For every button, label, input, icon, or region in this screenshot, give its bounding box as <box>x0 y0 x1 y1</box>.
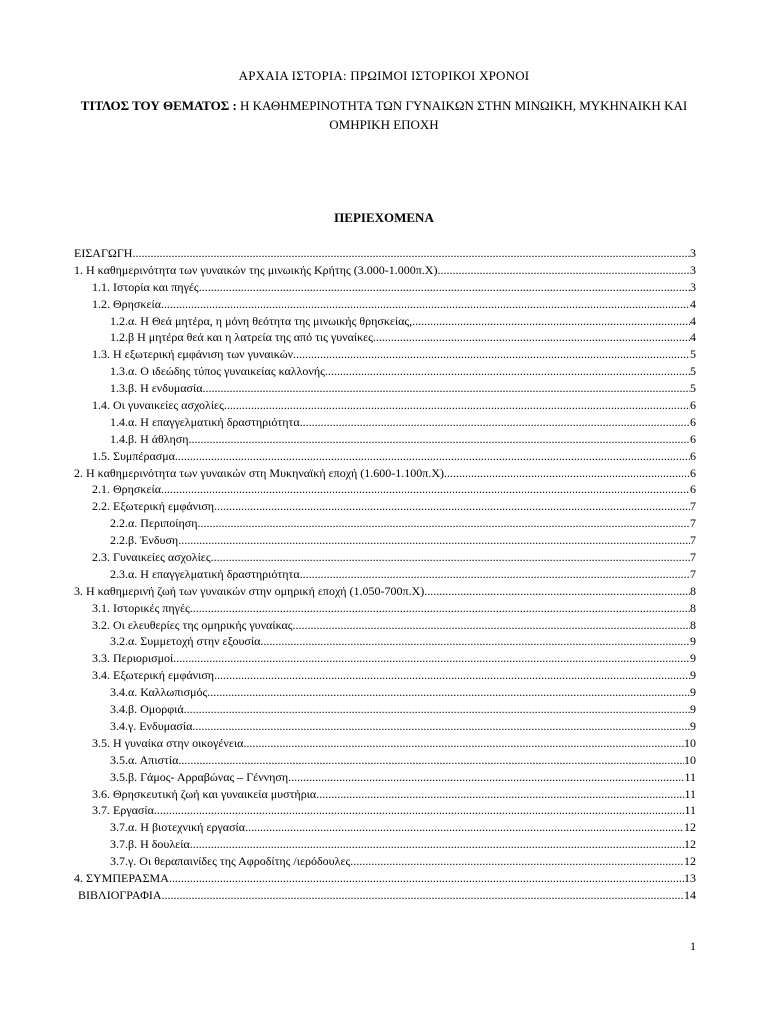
toc-entry[interactable] <box>74 870 696 887</box>
toc-entry-title: 3.7.α. Η βιοτεχνική εργασία <box>110 820 246 835</box>
toc-entry[interactable] <box>74 786 696 803</box>
toc-dot-leader <box>444 465 690 482</box>
toc-entry-page: 7 <box>690 533 696 548</box>
toc-entry[interactable] <box>74 262 696 279</box>
toc-dot-leader <box>224 397 690 414</box>
toc-entry-title: 1.2. Θρησκεία <box>92 296 161 311</box>
toc-entry-page: 11 <box>684 786 696 801</box>
toc-entry-title: 1.2.α. Η Θεά μητέρα, η μόνη θεότητα της μινωικής θρησκείας, <box>110 313 413 328</box>
toc-entry-page: 5 <box>690 381 696 396</box>
toc-entry[interactable] <box>74 431 696 448</box>
toc-entry-title: 1.3. Η εξωτερική εμφάνιση των γυναικών <box>92 347 294 362</box>
toc-entry-page: 9 <box>690 668 696 683</box>
topic-text: Η ΚΑΘΗΜΕΡΙΝΟΤΗΤΑ ΤΩΝ ΓΥΝΑΙΚΩΝ ΣΤΗΝ ΜΙΝΩΙΚΗ, ΜΥΚΗΝΑΙΚΗ ΚΑΙ ΟΜΗΡΙΚΗ ΕΠΟΧΗ <box>240 98 688 132</box>
course-title: ΑΡΧΑΙΑ ΙΣΤΟΡΙΑ: ΠΡΩΙΜΟΙ ΙΣΤΟΡΙΚΟΙ ΧΡΟΝΟΙ <box>238 68 530 83</box>
toc-entry[interactable] <box>74 532 696 549</box>
toc-dot-leader <box>373 329 690 346</box>
toc-dot-leader <box>178 532 690 549</box>
toc-entry-page: 4 <box>690 313 696 328</box>
toc-entry-title: 2.2.β. Ένδυση <box>110 533 179 548</box>
toc-entry-page: 8 <box>690 583 696 598</box>
toc-entry-page: 4 <box>690 330 696 345</box>
toc-dot-leader <box>178 752 684 769</box>
toc-entry-page: 7 <box>690 499 696 514</box>
toc-dot-leader <box>300 414 690 431</box>
toc-dot-leader <box>424 583 690 600</box>
toc-entry[interactable] <box>74 549 696 566</box>
toc-dot-leader <box>199 279 690 296</box>
toc-dot-leader <box>316 786 684 803</box>
toc-entry[interactable] <box>74 313 696 330</box>
toc-entry-title: 2.1. Θρησκεία <box>92 482 161 497</box>
toc-entry-page: 11 <box>684 769 696 784</box>
toc-dot-leader <box>245 819 684 836</box>
toc-entry[interactable] <box>74 481 696 498</box>
toc-entry[interactable] <box>74 414 696 431</box>
toc-entry-page: 9 <box>690 634 696 649</box>
toc-entry[interactable] <box>74 802 696 819</box>
toc-dot-leader <box>211 549 690 566</box>
toc-entry[interactable] <box>74 769 696 786</box>
toc-dot-leader <box>161 481 690 498</box>
toc-entry-page: 6 <box>690 431 696 446</box>
toc-entry-title: 3.6. Θρησκευτική ζωή και γυναικεία μυστήρια <box>92 786 317 801</box>
toc-entry[interactable] <box>74 718 696 735</box>
toc-entry-title: 1. Η καθημερινότητα των γυναικών της μινωικής Κρήτης (3.000-1.000π.Χ) <box>74 262 438 277</box>
toc-entry-title: 3.7. Εργασία <box>92 803 154 818</box>
toc-entry-page: 8 <box>690 617 696 632</box>
toc-entry-page: 12 <box>684 854 696 869</box>
toc-entry-title: 3.2. Οι ελευθερίες της ομηρικής γυναίκας <box>92 617 293 632</box>
toc-entry-title: 3.4. Εξωτερική εμφάνιση <box>92 668 215 683</box>
toc-entry-page: 8 <box>690 600 696 615</box>
toc-entry[interactable] <box>74 600 696 617</box>
toc-dot-leader <box>350 853 684 870</box>
toc-entry-page: 12 <box>684 820 696 835</box>
toc-entry-page: 3 <box>690 262 696 277</box>
toc-entry[interactable] <box>74 296 696 313</box>
toc-entry-page: 7 <box>690 516 696 531</box>
toc-dot-leader <box>190 836 684 853</box>
toc-dot-leader <box>189 431 690 448</box>
toc-dot-leader <box>161 296 690 313</box>
toc-entry[interactable] <box>74 566 696 583</box>
toc-dot-leader <box>175 448 690 465</box>
toc-entry-title: 3.7.β. Η δουλεία <box>110 837 190 852</box>
toc-dot-leader <box>437 262 690 279</box>
toc-entry-title: 4. ΣΥΜΠΕΡΑΣΜΑ <box>74 870 169 885</box>
toc-entry-title: 2.3. Γυναικείες ασχολίες <box>92 550 211 565</box>
toc-entry[interactable] <box>74 819 696 836</box>
toc-entry-title: 2.3.α. Η επαγγελματική δραστηριότητα <box>110 566 300 581</box>
page-number: 1 <box>690 939 696 953</box>
toc-entry-title: 2. Η καθημερινότητα των γυναικών στη Μυκηναϊκή εποχή (1.600-1.100π.Χ) <box>74 465 445 480</box>
topic-title <box>60 96 708 134</box>
toc-dot-leader <box>203 380 690 397</box>
toc-dot-leader <box>162 887 685 904</box>
toc-entry-page: 10 <box>684 752 696 767</box>
toc-dot-leader <box>184 701 690 718</box>
toc-entry-page: 6 <box>690 398 696 413</box>
toc-entry[interactable] <box>74 887 696 904</box>
toc-entry[interactable] <box>74 380 696 397</box>
toc-entry-page: 3 <box>690 246 696 260</box>
toc-dot-leader <box>260 633 690 650</box>
toc-entry-title: 3.7.γ. Οι θεραπαινίδες της Αφροδίτης /ιερόδουλες <box>110 854 351 869</box>
toc-entry-page: 6 <box>690 465 696 480</box>
toc-dot-leader <box>288 769 684 786</box>
toc-entry-title: 3.4.β. Ομορφιά <box>110 702 184 717</box>
toc-entry[interactable] <box>74 515 696 532</box>
toc-entry-title: 3.5.β. Γάμος- Αρραβώνας – Γέννηση <box>110 769 289 784</box>
toc-entry-title: 3.1. Ιστορικές πηγές <box>92 600 190 615</box>
toc-entry[interactable] <box>74 752 696 769</box>
toc-dot-leader <box>214 667 690 684</box>
toc-entry-title: 1.4.β. Η άθληση <box>110 431 189 446</box>
toc-entry-page: 10 <box>684 735 696 750</box>
toc-entry-page: 13 <box>684 870 696 885</box>
toc-entry-title: 3.2.α. Συμμετοχή στην εξουσία <box>110 634 261 649</box>
toc-entry-title: 1.2.β Η μητέρα θεά και η λατρεία της από τις γυναίκες <box>110 330 373 345</box>
toc-entry[interactable] <box>74 853 696 870</box>
toc-dot-leader <box>190 600 690 617</box>
toc-dot-leader <box>293 346 690 363</box>
toc-entry-page: 5 <box>690 364 696 379</box>
toc-entry[interactable] <box>74 245 696 262</box>
toc-entry-page: 7 <box>690 550 696 565</box>
toc-entry[interactable] <box>74 684 696 701</box>
toc-entry[interactable] <box>74 836 696 853</box>
toc-dot-leader <box>198 515 690 532</box>
toc-entry-title: 1.4. Οι γυναικείες ασχολίες <box>92 398 224 413</box>
toc-dot-leader <box>412 313 690 330</box>
toc-entry-title: 1.3.β. Η ενδυμασία <box>110 381 203 396</box>
toc-dot-leader <box>169 870 684 887</box>
toc-entry-title: 3.4.α. Καλλωπισμός <box>110 685 208 700</box>
toc-entry-title: 2.2. Εξωτερική εμφάνιση <box>92 499 215 514</box>
toc-entry-title: 2.2.α. Περιποίηση <box>110 516 198 531</box>
toc-dot-leader <box>293 617 690 634</box>
toc-entry[interactable] <box>74 448 696 465</box>
toc-entry[interactable] <box>74 279 696 296</box>
toc-entry-title: 3.3. Περιορισμοί <box>92 651 174 666</box>
toc-entry-page: 6 <box>690 414 696 429</box>
toc-entry-page: 9 <box>690 685 696 700</box>
toc-entry[interactable] <box>74 617 696 634</box>
toc-entry-title: 3. Η καθημερινή ζωή των γυναικών στην ομηρική εποχή (1.050-700π.Χ) <box>74 583 425 598</box>
toc-dot-leader <box>325 363 690 380</box>
table-of-contents <box>74 245 696 904</box>
toc-entry-page: 5 <box>690 347 696 362</box>
toc-dot-leader <box>214 498 690 515</box>
toc-entry-title: ΒΙΒΛΙΟΓΡΑΦΙΑ <box>78 887 162 902</box>
toc-entry[interactable] <box>74 701 696 718</box>
toc-entry-page: 9 <box>690 702 696 717</box>
toc-entry[interactable] <box>74 667 696 684</box>
toc-entry-page: 7 <box>690 566 696 581</box>
toc-entry-title: 1.3.α. Ο ιδεώδης τύπος γυναικείας καλλονής <box>110 364 325 379</box>
toc-dot-leader <box>300 566 690 583</box>
toc-entry[interactable] <box>74 583 696 600</box>
toc-entry[interactable] <box>74 735 696 752</box>
toc-entry-page: 3 <box>690 279 696 294</box>
toc-entry-title: 1.1. Ιστορία και πηγές <box>92 279 199 294</box>
toc-entry-title: ΕΙΣΑΓΩΓΗ <box>74 246 133 260</box>
toc-entry-page: 9 <box>690 651 696 666</box>
toc-dot-leader <box>154 802 685 819</box>
toc-entry[interactable] <box>74 498 696 515</box>
toc-dot-leader <box>132 245 690 262</box>
toc-entry[interactable] <box>74 346 696 363</box>
toc-entry[interactable] <box>74 329 696 346</box>
toc-dot-leader <box>173 650 690 667</box>
toc-entry-title: 3.5. Η γυναίκα στην οικογένεια <box>92 735 244 750</box>
toc-entry[interactable] <box>74 650 696 667</box>
toc-entry-title: 3.4.γ. Ενδυμασία <box>110 718 193 733</box>
contents-heading: ΠΕΡΙΕΧΟΜΕΝΑ <box>334 210 434 225</box>
toc-entry-page: 14 <box>684 887 696 902</box>
toc-entry[interactable] <box>74 465 696 482</box>
toc-entry-page: 6 <box>690 448 696 463</box>
toc-entry-title: 1.4.α. Η επαγγελματική δραστηριότητα <box>110 414 300 429</box>
toc-entry-page: 6 <box>690 482 696 497</box>
toc-entry[interactable] <box>74 397 696 414</box>
toc-entry-page: 9 <box>690 718 696 733</box>
toc-entry-page: 4 <box>690 296 696 311</box>
toc-entry-page: 12 <box>684 837 696 852</box>
topic-label: ΤΙΤΛΟΣ ΤΟΥ ΘΕΜΑΤΟΣ : <box>80 98 237 113</box>
toc-entry[interactable] <box>74 633 696 650</box>
toc-entry[interactable] <box>74 363 696 380</box>
toc-entry-title: 3.5.α. Απιστία <box>110 752 179 767</box>
toc-dot-leader <box>192 718 690 735</box>
toc-entry-page: 11 <box>684 803 696 818</box>
toc-entry-title: 1.5. Συμπέρασμα <box>92 448 175 463</box>
toc-dot-leader <box>207 684 690 701</box>
toc-dot-leader <box>243 735 684 752</box>
